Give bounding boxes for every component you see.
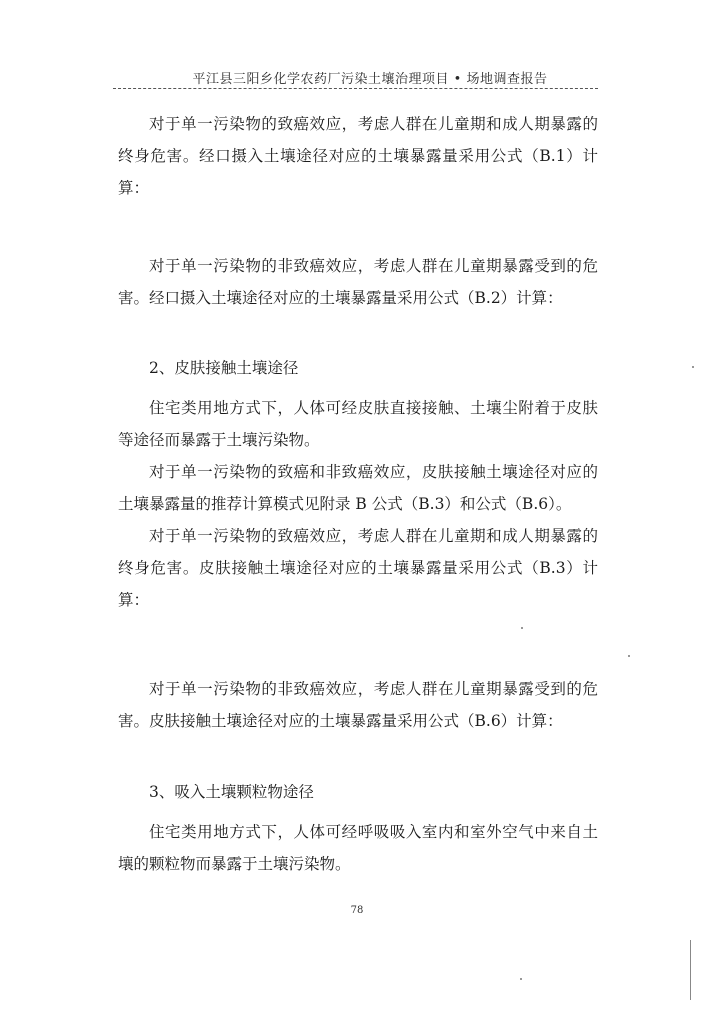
section-heading-inhalation: 3、吸入土壤颗粒物途径 [149,783,314,801]
paragraph-oral-noncarcinogenic: 对于单一污染物的非致癌效应，考虑人群在儿童期暴露受到的危害。经口摄入土壤途径对应的土壤暴露量采用公式（B.2）计算： [118,257,598,307]
paragraph-dermal-noncarcinogenic: 对于单一污染物的非致癌效应，考虑人群在儿童期暴露受到的危害。皮肤接触土壤途径对应的土壤暴露量采用公式（B.6）计算： [118,680,598,730]
paragraph-oral-carcinogenic: 对于单一污染物的致癌效应，考虑人群在儿童期和成人期暴露的终身危害。经口摄入土壤途径对应的土壤暴露量采用公式（B.1）计算： [118,115,598,197]
paragraph-dermal-formulas: 对于单一污染物的致癌和非致癌效应，皮肤接触土壤途径对应的土壤暴露量的推荐计算模式见附录 B 公式（B.3）和公式（B.6）。 [118,463,598,513]
paragraph-dermal-carcinogenic: 对于单一污染物的致癌效应，考虑人群在儿童期和成人期暴露的终身危害。皮肤接触土壤途径对应的土壤暴露量采用公式（B.3）计算： [118,527,598,609]
running-header: 平江县三阳乡化学农药厂污染土壤治理项目 • 场地调查报告 [192,72,548,87]
scan-speck [692,366,694,368]
scan-speck [628,655,630,657]
header-rule [113,88,598,89]
scan-edge-line [690,940,691,1000]
paragraph-dermal-intro: 住宅类用地方式下，人体可经皮肤直接接触、土壤尘附着于皮肤等途径而暴露于土壤污染物。 [118,399,598,449]
section-heading-dermal: 2、皮肤接触土壤途径 [149,359,299,377]
page-number: 78 [350,905,364,916]
paragraph-inhalation-intro: 住宅类用地方式下，人体可经呼吸吸入室内和室外空气中来自土壤的颗粒物而暴露于土壤污染物。 [118,823,598,873]
scan-speck [520,978,522,980]
scan-speck [521,627,523,629]
